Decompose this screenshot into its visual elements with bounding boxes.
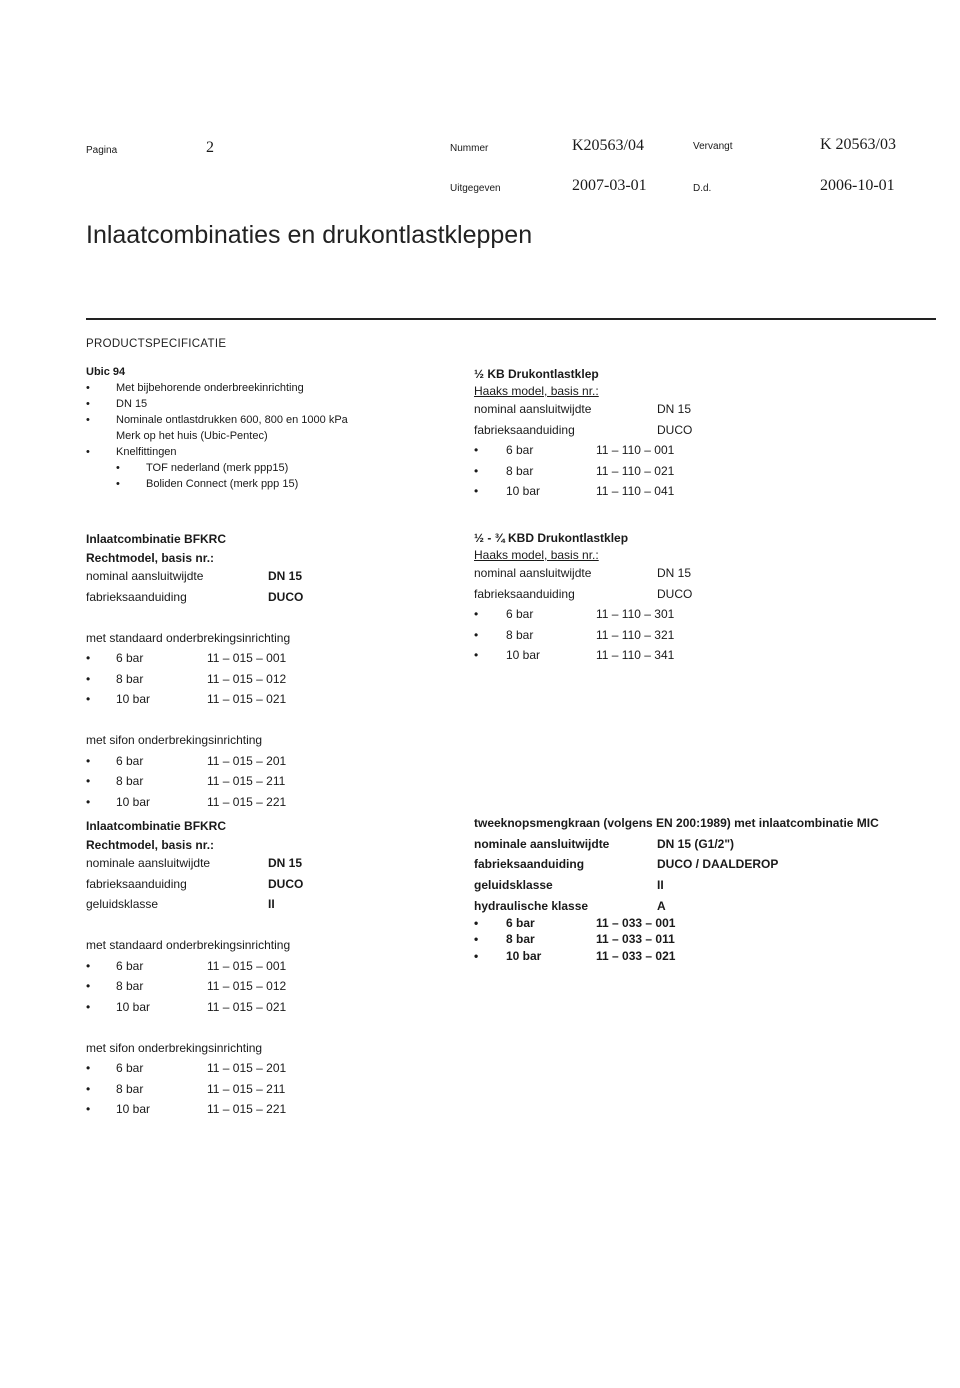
mic-code: 11 – 033 – 021 bbox=[596, 948, 676, 963]
bfkrc2-block bbox=[86, 816, 426, 1120]
mic-bar: 8 bar bbox=[506, 932, 535, 946]
pagina-value: 2 bbox=[206, 139, 214, 156]
bfkrc2-code: 11 – 015 – 211 bbox=[207, 1081, 286, 1096]
bullet: • bbox=[86, 958, 91, 973]
dd-label: D.d. bbox=[693, 183, 712, 194]
bfkrc1-row-value: DN 15 bbox=[268, 569, 303, 583]
bfkrc1-bar: 8 bar bbox=[116, 671, 144, 686]
bfkrc2-row-label: nominale aansluitwijdte bbox=[86, 856, 211, 870]
bfkrc2-bar: 10 bar bbox=[116, 1102, 151, 1116]
bullet: • bbox=[86, 774, 91, 788]
bullet: • bbox=[86, 446, 90, 458]
mic-row-value: II bbox=[657, 878, 664, 892]
ubic-subitem: Boliden Connect (merk ppp 15) bbox=[146, 478, 299, 490]
bfkrc1-row-value: DUCO bbox=[268, 589, 304, 604]
bfkrc1-bar: 6 bar bbox=[116, 651, 144, 665]
kb-subtitle: Haaks model, basis nr.: bbox=[474, 384, 599, 398]
kbd-bar: 8 bar bbox=[506, 627, 534, 642]
mic-row-label: nominale aansluitwijdte bbox=[474, 837, 610, 851]
kbd-block bbox=[474, 528, 774, 666]
bfkrc2-code: 11 – 015 – 012 bbox=[207, 979, 287, 993]
kbd-code: 11 – 110 – 301 bbox=[596, 607, 675, 621]
bullet: • bbox=[86, 1061, 91, 1075]
nummer-label: Nummer bbox=[450, 143, 489, 154]
bfkrc2-row-value: DN 15 bbox=[268, 856, 303, 870]
bfkrc2-code: 11 – 015 – 201 bbox=[207, 1061, 287, 1075]
bfkrc2-row-value: II bbox=[268, 897, 275, 911]
bullet: • bbox=[86, 753, 91, 768]
mic-row-value: DUCO / DAALDEROP bbox=[657, 857, 779, 871]
bfkrc1-row-label: nominal aansluitwijdte bbox=[86, 569, 204, 583]
bfkrc1-code: 11 – 015 – 001 bbox=[207, 651, 287, 665]
bfkrc2-bar: 6 bar bbox=[116, 1061, 144, 1075]
bfkrc1-title: Inlaatcombinatie BFKRC bbox=[86, 532, 227, 546]
bfkrc2-subtitle: Rechtmodel, basis nr.: bbox=[86, 838, 215, 852]
vervangt-value: K 20563/03 bbox=[820, 136, 896, 153]
kb-row-label: nominal aansluitwijdte bbox=[474, 402, 592, 416]
bullet: • bbox=[474, 607, 479, 621]
section-label: PRODUCTSPECIFICATIE bbox=[86, 338, 227, 350]
ubic-title: Ubic 94 bbox=[86, 366, 126, 378]
kbd-bar: 10 bar bbox=[506, 648, 541, 662]
bfkrc2-bar: 10 bar bbox=[116, 999, 151, 1014]
bfkrc2-title: Inlaatcombinatie BFKRC bbox=[86, 819, 227, 833]
bfkrc1-subtitle: Rechtmodel, basis nr.: bbox=[86, 551, 215, 565]
bullet: • bbox=[86, 671, 91, 686]
kb-row-value: DUCO bbox=[657, 422, 693, 437]
bullet: • bbox=[86, 999, 91, 1014]
mic-title: tweeknopsmengkraan (volgens EN 200:1989) met inlaatcombinatie MIC bbox=[474, 816, 879, 830]
kbd-row-label: nominal aansluitwijdte bbox=[474, 566, 592, 580]
uitgegeven-value: 2007-03-01 bbox=[572, 177, 647, 194]
bfkrc1-bar: 10 bar bbox=[116, 794, 151, 809]
bullet: • bbox=[86, 414, 90, 426]
bullet: • bbox=[86, 651, 91, 665]
bullet: • bbox=[86, 382, 90, 394]
page-title: Inlaatcombinaties en drukontlastkleppen bbox=[86, 221, 533, 249]
mic-row-label: geluidsklasse bbox=[474, 878, 553, 892]
uitgegeven-label: Uitgegeven bbox=[450, 183, 501, 194]
mic-code: 11 – 033 – 011 bbox=[596, 932, 675, 946]
bfkrc2-std-heading: met standaard onderbrekingsinrichting bbox=[86, 938, 291, 952]
bfkrc2-row-label: geluidsklasse bbox=[86, 897, 159, 911]
ubic-item: Met bijbehorende onderbreekinrichting bbox=[116, 382, 304, 394]
bullet: • bbox=[474, 915, 479, 930]
bullet: • bbox=[474, 463, 479, 478]
bfkrc1-code: 11 – 015 – 211 bbox=[207, 774, 286, 788]
bullet: • bbox=[474, 627, 479, 642]
bullet: • bbox=[116, 478, 120, 490]
bfkrc1-code: 11 – 015 – 021 bbox=[207, 692, 287, 706]
ubic-block bbox=[86, 364, 348, 492]
bfkrc1-bar: 8 bar bbox=[116, 774, 144, 788]
kb-bar: 10 bar bbox=[506, 484, 541, 498]
bullet: • bbox=[86, 979, 91, 993]
bullet: • bbox=[474, 932, 479, 946]
ubic-item: DN 15 bbox=[116, 398, 148, 410]
bfkrc2-code: 11 – 015 – 001 bbox=[207, 958, 287, 973]
bullet: • bbox=[474, 443, 479, 457]
bullet: • bbox=[474, 948, 479, 963]
ubic-item: Knelfittingen bbox=[116, 446, 177, 458]
bfkrc1-bar: 6 bar bbox=[116, 753, 144, 768]
ubic-subitem: TOF nederland (merk ppp15) bbox=[146, 462, 289, 474]
bullet: • bbox=[474, 648, 479, 662]
kb-block bbox=[474, 364, 774, 502]
kb-title: ½ KB Drukontlastklep bbox=[474, 367, 599, 381]
bfkrc2-bar: 8 bar bbox=[116, 1081, 144, 1096]
bfkrc1-std-heading: met standaard onderbrekingsinrichting bbox=[86, 630, 291, 645]
kb-code: 11 – 110 – 041 bbox=[596, 484, 675, 498]
mic-row-label: fabrieksaanduiding bbox=[474, 857, 585, 871]
kb-row-label: fabrieksaanduiding bbox=[474, 422, 575, 437]
bullet: • bbox=[474, 484, 479, 498]
dd-value: 2006-10-01 bbox=[820, 177, 895, 194]
kb-row-value: DN 15 bbox=[657, 402, 692, 416]
bfkrc2-bar: 6 bar bbox=[116, 958, 144, 973]
mic-bar: 10 bar bbox=[506, 948, 542, 963]
bfkrc1-code: 11 – 015 – 012 bbox=[207, 671, 287, 686]
mic-row-value: A bbox=[657, 899, 666, 913]
bullet: • bbox=[116, 462, 120, 474]
nummer-value: K20563/04 bbox=[572, 137, 644, 154]
mic-row-value: DN 15 (G1/2") bbox=[657, 837, 735, 851]
kb-code: 11 – 110 – 001 bbox=[596, 443, 675, 457]
ubic-item: Nominale ontlastdrukken 600, 800 en 1000 kPa bbox=[116, 414, 348, 426]
kb-bar: 6 bar bbox=[506, 443, 534, 457]
kbd-row-value: DN 15 bbox=[657, 566, 692, 580]
bfkrc2-code: 11 – 015 – 021 bbox=[207, 999, 287, 1014]
mic-block bbox=[474, 815, 934, 964]
kbd-bar: 6 bar bbox=[506, 607, 534, 621]
kbd-code: 11 – 110 – 321 bbox=[596, 627, 675, 642]
bfkrc1-row-label: fabrieksaanduiding bbox=[86, 589, 187, 604]
kb-code: 11 – 110 – 021 bbox=[596, 463, 675, 478]
mic-code: 11 – 033 – 001 bbox=[596, 915, 676, 930]
bullet: • bbox=[86, 398, 90, 410]
bfkrc2-row-label: fabrieksaanduiding bbox=[86, 876, 187, 891]
bfkrc2-sifon-heading: met sifon onderbrekingsinrichting bbox=[86, 1040, 263, 1055]
kbd-row-label: fabrieksaanduiding bbox=[474, 586, 575, 601]
bullet: • bbox=[86, 692, 91, 706]
vervangt-label: Vervangt bbox=[693, 141, 733, 152]
kb-bar: 8 bar bbox=[506, 463, 534, 478]
kbd-subtitle: Haaks model, basis nr.: bbox=[474, 548, 599, 562]
ubic-item: Merk op het huis (Ubic-Pentec) bbox=[116, 430, 268, 442]
bfkrc1-code: 11 – 015 – 221 bbox=[207, 794, 287, 809]
mic-row-label: hydraulische klasse bbox=[474, 899, 589, 913]
bfkrc1-code: 11 – 015 – 201 bbox=[207, 753, 287, 768]
bullet: • bbox=[86, 794, 91, 809]
kbd-row-value: DUCO bbox=[657, 586, 693, 601]
pagina-label: Pagina bbox=[86, 145, 118, 156]
bfkrc2-row-value: DUCO bbox=[268, 876, 304, 891]
bullet: • bbox=[86, 1102, 91, 1116]
kbd-title: ½ - ¾ KBD Drukontlastklep bbox=[474, 531, 629, 545]
bfkrc2-bar: 8 bar bbox=[116, 979, 144, 993]
bfkrc1-block bbox=[86, 529, 426, 812]
title-divider bbox=[86, 318, 936, 320]
bfkrc1-bar: 10 bar bbox=[116, 692, 151, 706]
kbd-code: 11 – 110 – 341 bbox=[596, 648, 675, 662]
bfkrc1-sifon-heading: met sifon onderbrekingsinrichting bbox=[86, 733, 263, 747]
mic-bar: 6 bar bbox=[506, 915, 535, 930]
bfkrc2-code: 11 – 015 – 221 bbox=[207, 1102, 287, 1116]
bullet: • bbox=[86, 1081, 91, 1096]
